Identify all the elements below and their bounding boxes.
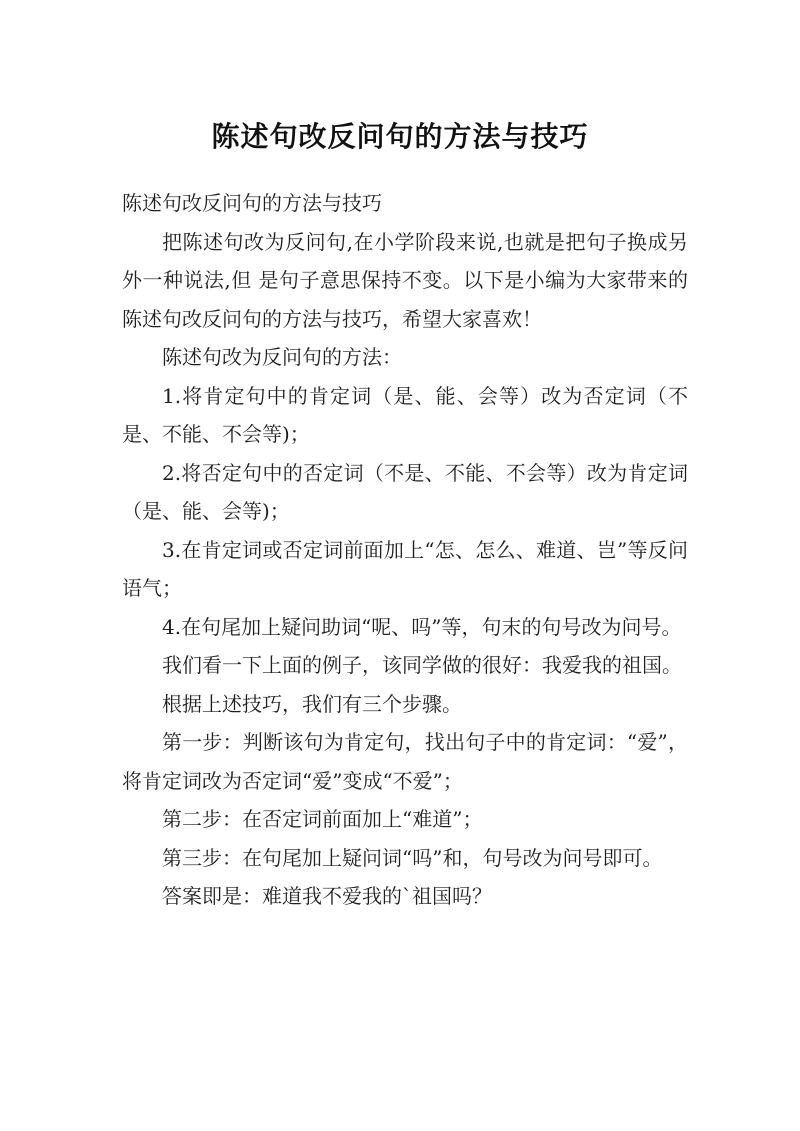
paragraph-intro: 把陈述句改为反问句,在小学阶段来说,也就是把句子换成另外一种说法,但 是句子意思保持不变。以下是小编为大家带来的陈述句改反问句的方法与技巧，希望大家喜欢！: [122, 229, 688, 331]
paragraph-step-3: 第三步：在句尾加上疑问词“吗”和，句号改为问号即可。: [162, 845, 663, 870]
paragraph-step-1: 第一步：判断该句为肯定句，找出句子中的肯定词：“爱”，将肯定词改为否定词“爱”变成“不爱”；: [122, 730, 688, 793]
paragraph-steps-intro: 根据上述技巧，我们有三个步骤。: [162, 691, 462, 716]
document-body: [122, 184, 688, 916]
paragraph-method-2: 2.将否定句中的否定词（不是、不能、不会等）改为肯定词（是、能、会等)；: [122, 460, 688, 523]
paragraph-method-heading: 陈述句改为反问句的方法：: [162, 345, 402, 369]
paragraph-method-4: 4.在句尾加上疑问助词“呢、吗”等，句末的句号改为问号。: [162, 614, 682, 639]
paragraph-step-2: 第二步：在否定词前面加上“难道”；: [162, 807, 483, 831]
paragraph-answer: 答案即是：难道我不爱我的`祖国吗？: [162, 884, 492, 908]
paragraph-method-3: 3.在肯定词或否定词前面加上“怎、怎么、难道、岂”等反问语气；: [122, 537, 688, 600]
paragraph-subtitle: 陈述句改反问句的方法与技巧: [122, 191, 382, 215]
paragraph-method-1: 1.将肯定句中的肯定词（是、能、会等）改为否定词（不是、不能、不会等)；: [122, 383, 688, 446]
document-title: 陈述句改反问句的方法与技巧: [211, 119, 589, 153]
paragraph-example: 我们看一下上面的例子，该同学做的很好：我爱我的祖国。: [162, 653, 682, 677]
